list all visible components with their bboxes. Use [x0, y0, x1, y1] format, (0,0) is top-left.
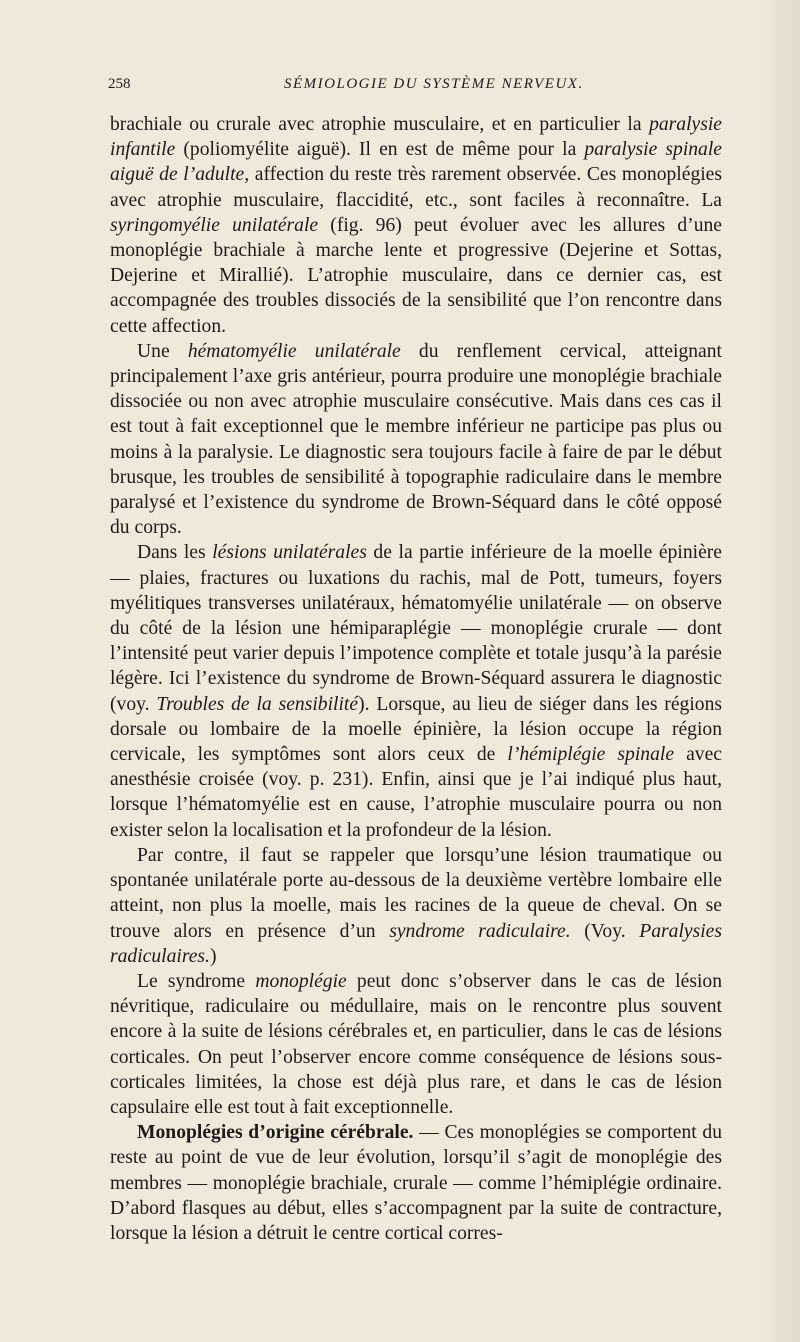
text-run: Dans les [137, 542, 213, 564]
text-run: brachiale ou crurale avec atrophie musculaire, et en particulier la [110, 114, 650, 135]
section-heading: Monoplégies d’origine cérébrale. [137, 1122, 414, 1144]
text-run: (poliomyélite aiguë). Il en est de même pour la [175, 139, 585, 161]
text-run: affection du reste très rarement observée. Ces monoplégies avec atrophie musculaire, flaccidité, etc., sont faciles à reconnaître. La [110, 164, 723, 211]
text-run: (Voy. [570, 920, 640, 942]
italic-term: Paralysies radiculaires. [110, 920, 722, 967]
paragraph-5 [110, 969, 722, 1120]
paragraph-2 [110, 339, 722, 541]
body-text [110, 112, 722, 1246]
text-run: Une [137, 340, 188, 362]
italic-term: syringomyélie unilatérale [110, 214, 319, 236]
text-run: du renflement cervical, atteignant principalement l’axe gris antérieur, pourra produire une monoplégie brachiale dissociée ou non avec atrophie musculaire consécutive. Mais dans ces cas il est tout à fait exceptionnel que le membre inférieur ne participe pas plus ou moins à la paralysie. Le diagnostic sera toujours facile à faire de par le début brusque, les troubles de sensibilité à topographie radiculaire dans le membre paralysé et l’existence du syndrome de Brown-Séquard dans le côté opposé du corps. [110, 340, 722, 539]
italic-term: monoplégie [255, 970, 347, 992]
italic-term: l’hémiplégie spinale [507, 744, 675, 766]
italic-term: paralysie spinale aiguë de l’adulte, [110, 139, 722, 186]
text-run: ). Lorsque, au lieu de siéger dans les régions dorsale ou lombaire de la moelle épinière, la lésion occupe la région cervicale, les symptômes sont alors ceux de [110, 693, 722, 766]
text-run: ) [209, 945, 217, 967]
text-run: Le syndrome [137, 970, 256, 992]
text-run: peut donc s’observer dans le cas de lésion névritique, radiculaire ou médullaire, mais on le rencontre plus souvent encore à la suite de lésions cérébrales et, en particulier, dans le cas de lésions corticales. On peut l’observer encore comme conséquence de lésions sous-corticales limitées, la chose est déjà plus rare, et dans le cas de lésion capsulaire elle est tout à fait exceptionnelle. [110, 970, 722, 1118]
italic-term: lésions unilatérales [212, 542, 367, 564]
paragraph-1 [110, 112, 722, 339]
text-run: avec anesthésie croisée (voy. p. 231). Enfin, ainsi que je l’ai indiqué plus haut, lorsque l’hématomyélie est en cause, l’atrophie musculaire pourra ou non exister selon la localisation et la profondeur de la lésion. [110, 744, 722, 841]
text-run: de la partie inférieure de la moelle épinière — plaies, fractures ou luxations du rachis, mal de Pott, tumeurs, foyers myélitiques transverses unilatéraux, hématomyélie unilatérale — on observe du côté de la lésion une hémiparaplégie — monoplégie crurale — dont l’intensité peut varier depuis l’impotence complète et totale jusqu’à la parésie légère. Ici l’existence du syndrome de Brown-Séquard assurera le diagnostic (voy. [110, 542, 722, 715]
paragraph-4 [110, 843, 722, 969]
page-edge-shadow [760, 0, 800, 1342]
italic-term: syndrome radiculaire. [389, 920, 571, 942]
italic-term: hématomyélie unilatérale [187, 340, 401, 362]
text-run: — Ces monoplégies se comportent du reste au point de vue de leur évolution, lorsqu’il s’agit de monoplégie des membres — monoplégie brachiale, crurale — comme l’hémiplégie ordinaire. D’abord flasques au début, elles s’accompagnent par la suite de contracture, lorsque la lésion a détruit le centre cortical corres- [110, 1122, 723, 1244]
text-run: Par contre, il faut se rappeler que lorsqu’une lésion traumatique ou spontanée unilatérale porte au-dessous de la deuxième vertèbre lombaire elle atteint, non plus la moelle, mais les racines de la queue de cheval. On se trouve alors en présence d’un [110, 844, 722, 942]
paragraph-3 [110, 540, 722, 842]
running-title: SÉMIOLOGIE DU SYSTÈME NERVEUX. [284, 76, 584, 92]
paragraph-6 [110, 1120, 722, 1246]
page-header [108, 76, 720, 102]
italic-term: paralysie infantile [110, 114, 722, 161]
page-number: 258 [108, 76, 131, 92]
italic-term: Troubles de la sensibilité [156, 693, 359, 715]
text-run: (fig. 96) peut évoluer avec les allures d’une monoplégie brachiale à marche lente et progressive (Dejerine et Sottas, Dejerine et Mirallié). L’atrophie musculaire, dans ce dernier cas, est accompagnée des troubles dissociés de la sensibilité que l’on rencontre dans cette affection. [110, 214, 722, 337]
